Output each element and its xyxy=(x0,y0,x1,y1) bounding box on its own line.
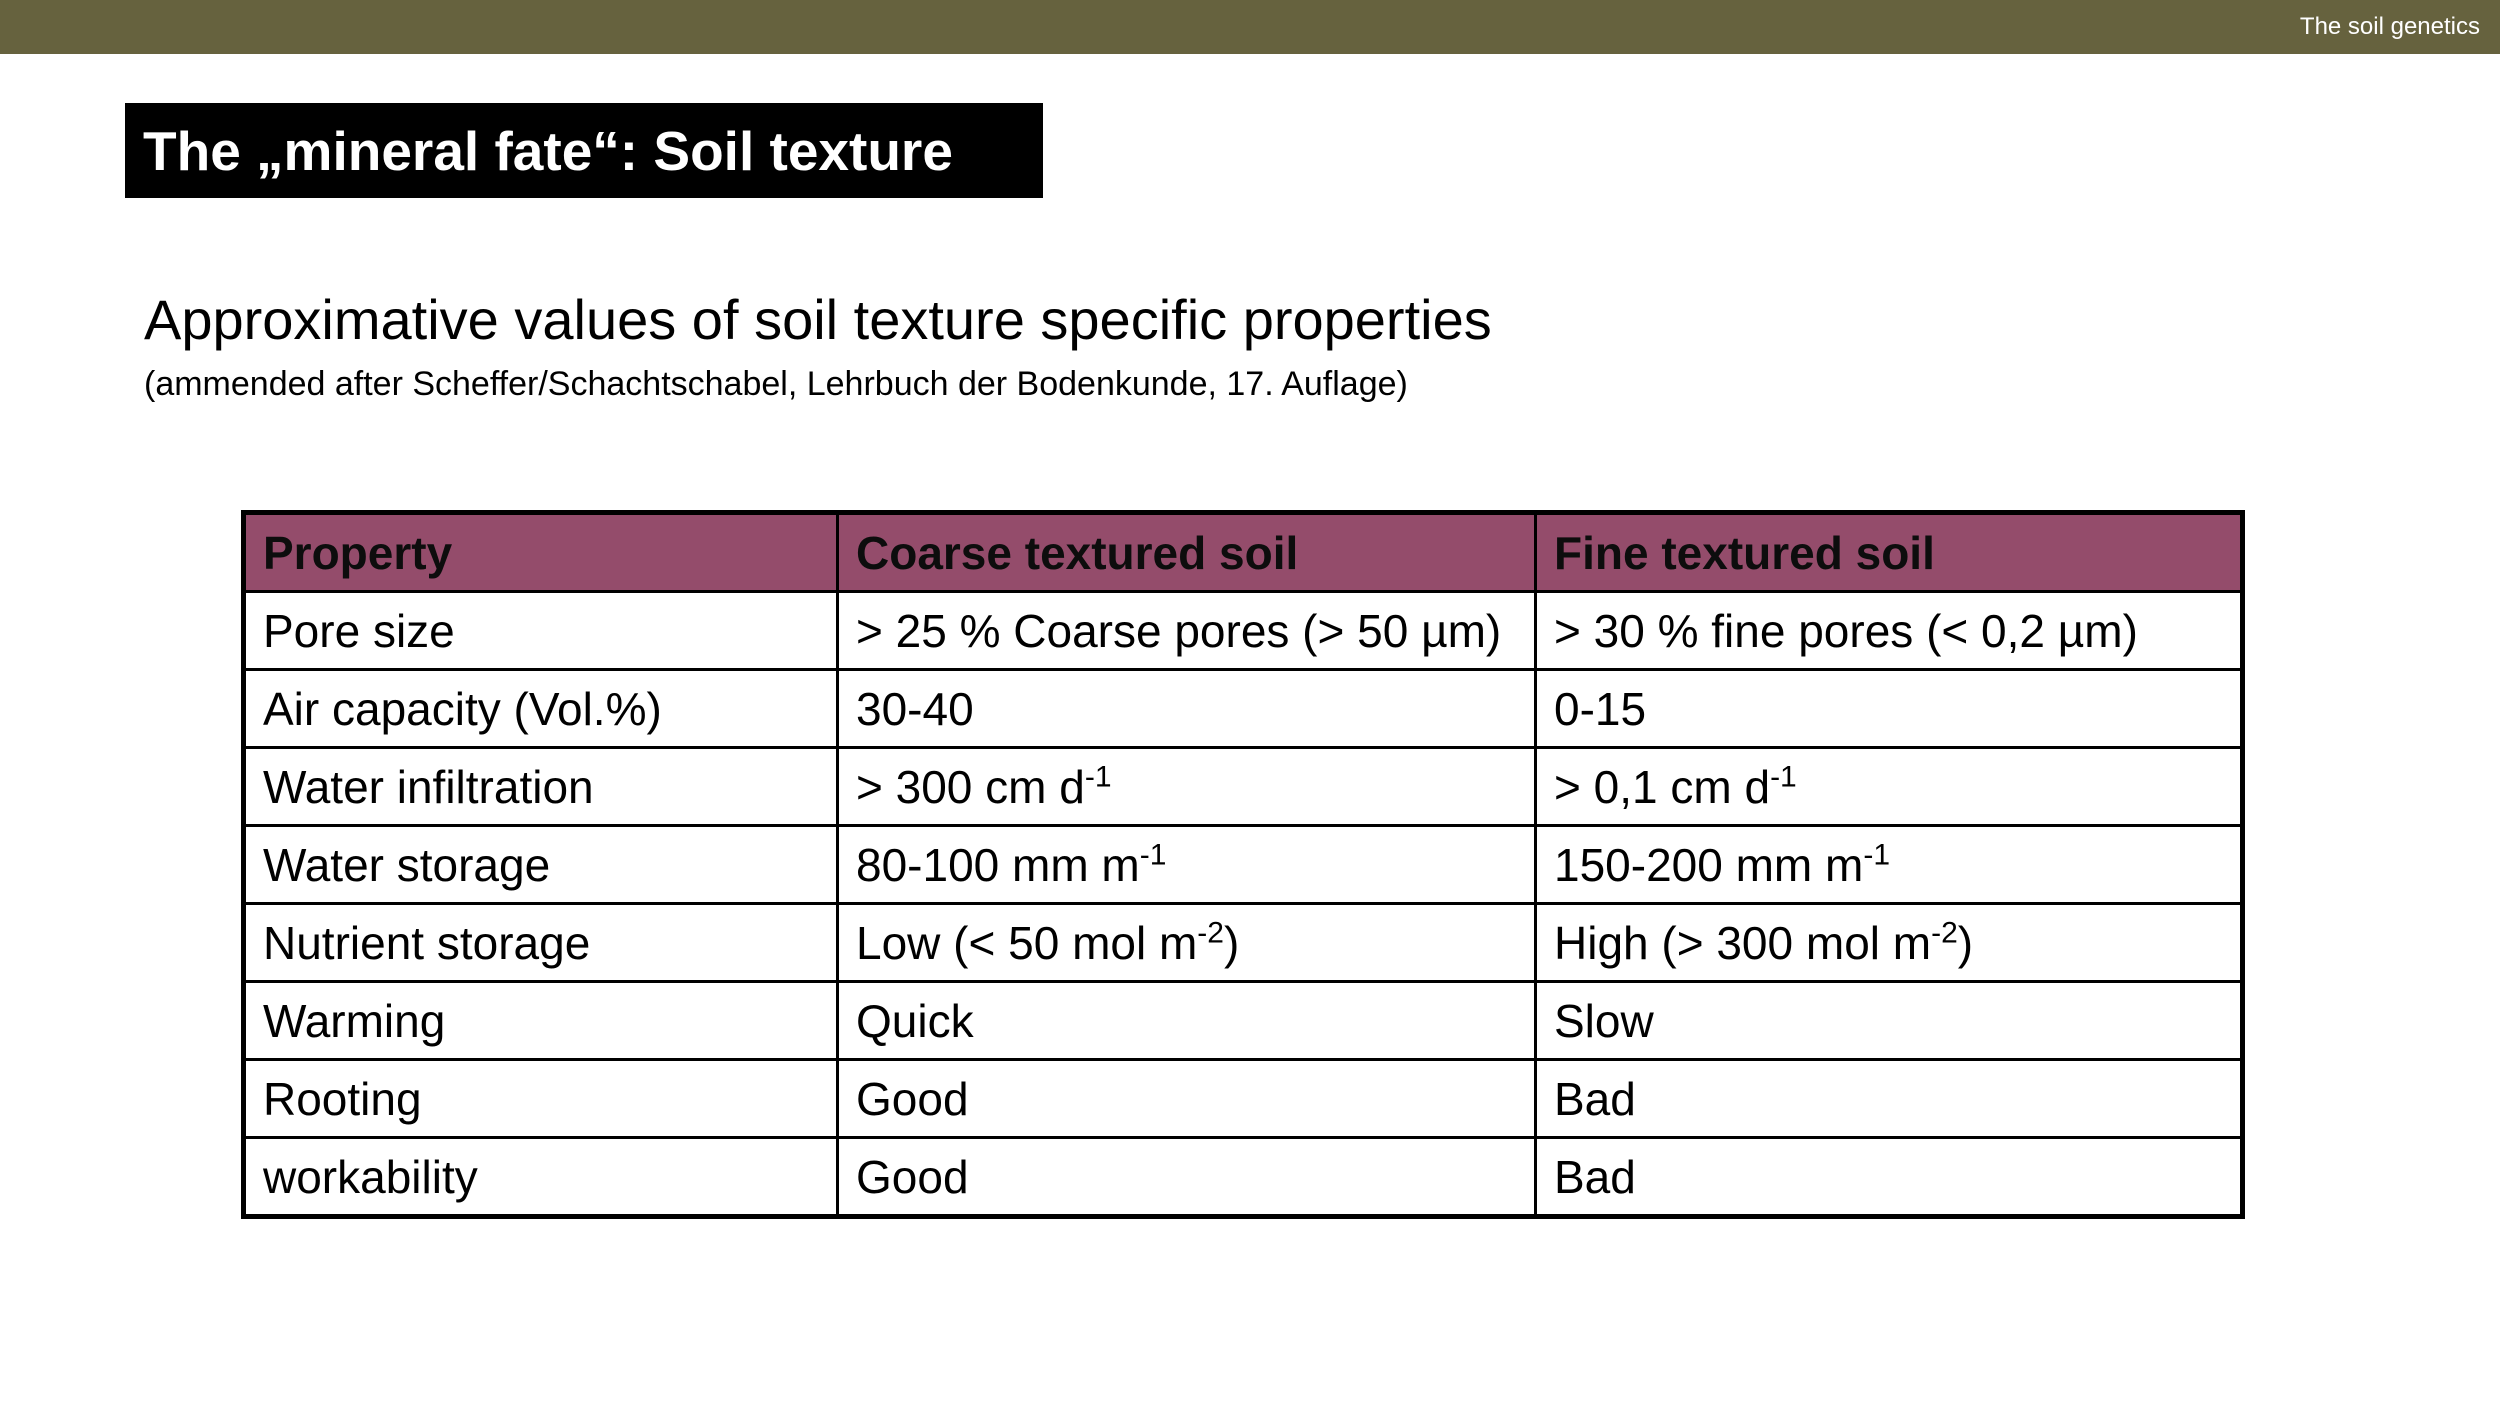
table-row xyxy=(244,1138,2243,1217)
header-property: Property xyxy=(244,513,838,592)
cell-fine xyxy=(1536,592,2243,670)
cell-property-text: Pore size xyxy=(263,604,455,657)
top-bar xyxy=(0,0,2500,54)
table-body xyxy=(244,592,2243,1217)
cell-fine xyxy=(1536,670,2243,748)
cell-coarse-text: Good xyxy=(856,1150,969,1203)
table-row xyxy=(244,826,2243,904)
cell-fine xyxy=(1536,1138,2243,1217)
cell-coarse-superscript: -1 xyxy=(1084,760,1112,794)
header-coarse: Coarse textured soil xyxy=(838,513,1536,592)
cell-coarse-text: Quick xyxy=(856,994,974,1047)
source-note: (ammended after Scheffer/Schachtschabel, Lehrbuch der Bodenkunde, 17. Auflage) xyxy=(144,365,1408,403)
cell-fine-text: Slow xyxy=(1554,994,1654,1047)
table-row xyxy=(244,1060,2243,1138)
cell-property-text: Water infiltration xyxy=(263,760,594,813)
cell-property-text: Water storage xyxy=(263,838,551,891)
cell-property xyxy=(244,592,838,670)
cell-fine-text: 0-15 xyxy=(1554,682,1647,735)
cell-coarse xyxy=(838,670,1536,748)
cell-fine-tail: ) xyxy=(1957,916,1974,969)
subtitle: Approximative values of soil texture specific properties xyxy=(144,288,1492,351)
cell-coarse-text: 80-100 mm m xyxy=(856,838,1140,891)
cell-fine xyxy=(1536,1060,2243,1138)
cell-fine-text: Bad xyxy=(1554,1072,1636,1125)
table-row xyxy=(244,982,2243,1060)
cell-coarse-tail: ) xyxy=(1223,916,1240,969)
title-box xyxy=(125,103,1043,198)
cell-coarse xyxy=(838,748,1536,826)
cell-fine-superscript: -1 xyxy=(1770,760,1797,794)
cell-fine xyxy=(1536,748,2243,826)
cell-coarse-text: > 25 % Coarse pores (> 50 µm) xyxy=(856,604,1502,657)
cell-property-text: Rooting xyxy=(263,1072,422,1125)
cell-coarse-text: Low (< 50 mol m xyxy=(856,916,1198,969)
cell-fine-superscript: -1 xyxy=(1863,838,1891,872)
cell-coarse-superscript: -1 xyxy=(1139,838,1167,872)
cell-property xyxy=(244,1060,838,1138)
cell-fine-text: > 0,1 cm d xyxy=(1554,760,1771,813)
cell-coarse xyxy=(838,904,1536,982)
table-header-row xyxy=(244,513,2243,592)
table-row xyxy=(244,592,2243,670)
cell-fine-superscript: -2 xyxy=(1931,916,1958,950)
cell-fine-text: 150-200 mm m xyxy=(1554,838,1864,891)
cell-coarse-superscript: -2 xyxy=(1197,916,1224,950)
header-fine: Fine textured soil xyxy=(1536,513,2243,592)
cell-coarse-text: 30-40 xyxy=(856,682,974,735)
cell-coarse xyxy=(838,982,1536,1060)
cell-fine xyxy=(1536,904,2243,982)
cell-property-text: Air capacity (Vol.%) xyxy=(263,682,662,735)
cell-coarse-text: Good xyxy=(856,1072,969,1125)
cell-property xyxy=(244,1138,838,1217)
soil-texture-table xyxy=(241,510,2245,1219)
slide-title: The „mineral fate“: Soil texture xyxy=(143,120,953,182)
cell-property xyxy=(244,982,838,1060)
cell-fine-text: > 30 % fine pores (< 0,2 µm) xyxy=(1554,604,2138,657)
cell-property-text: Warming xyxy=(263,994,446,1047)
cell-property xyxy=(244,826,838,904)
cell-property-text: Nutrient storage xyxy=(263,916,591,969)
cell-property xyxy=(244,748,838,826)
cell-coarse xyxy=(838,826,1536,904)
cell-coarse xyxy=(838,1060,1536,1138)
cell-coarse xyxy=(838,592,1536,670)
table-row xyxy=(244,748,2243,826)
cell-coarse xyxy=(838,1138,1536,1217)
cell-property xyxy=(244,904,838,982)
cell-coarse-text: > 300 cm d xyxy=(856,760,1085,813)
cell-property-text: workability xyxy=(263,1150,478,1203)
table-row xyxy=(244,670,2243,748)
cell-fine-text: Bad xyxy=(1554,1150,1636,1203)
cell-fine xyxy=(1536,982,2243,1060)
table-row xyxy=(244,904,2243,982)
cell-fine-text: High (> 300 mol m xyxy=(1554,916,1932,969)
section-label: The soil genetics xyxy=(2299,13,2480,40)
cell-property xyxy=(244,670,838,748)
cell-fine xyxy=(1536,826,2243,904)
